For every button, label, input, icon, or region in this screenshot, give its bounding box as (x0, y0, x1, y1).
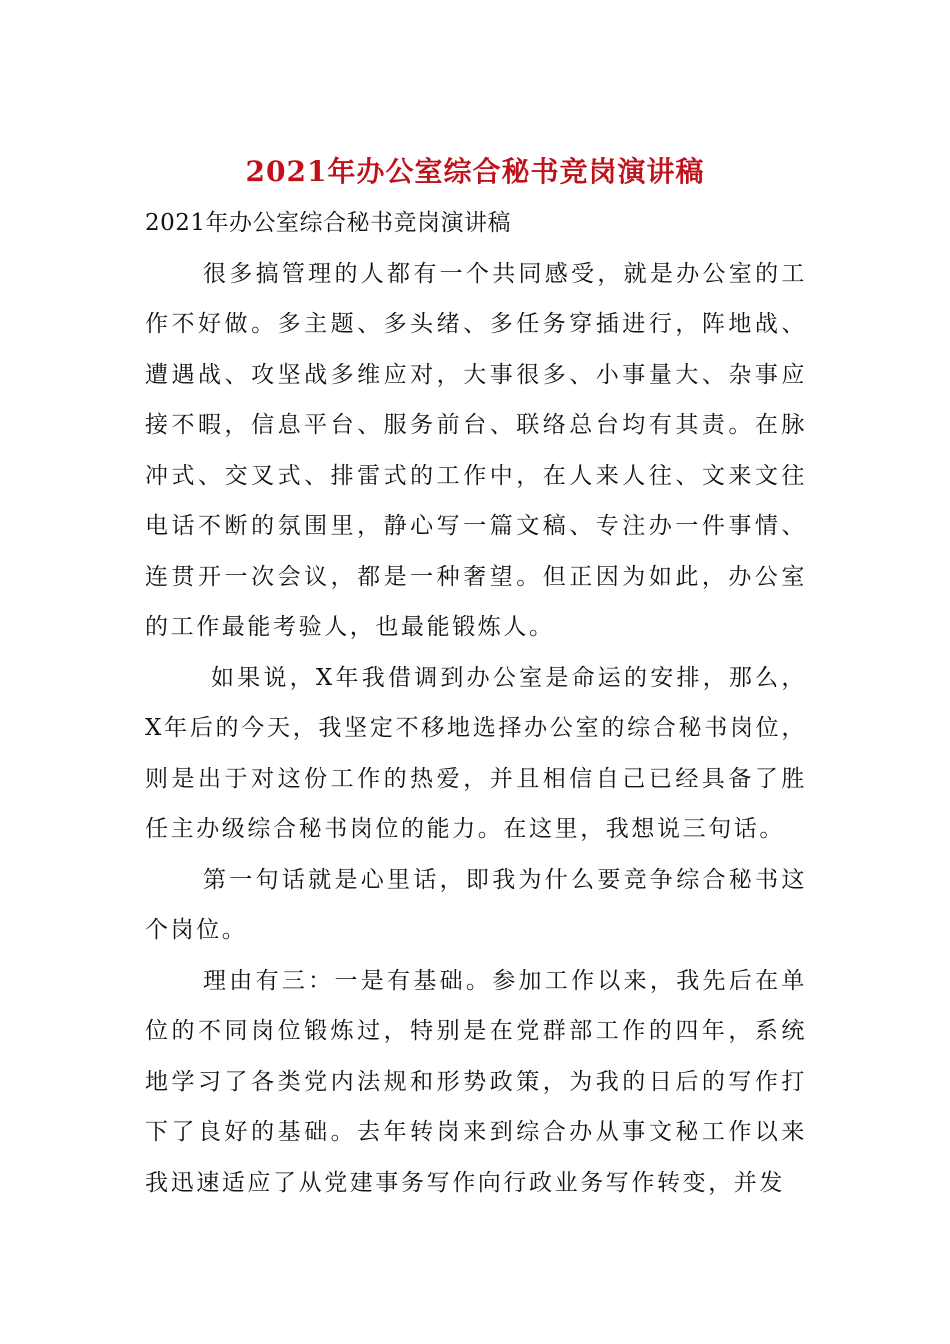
paragraph-4: 理由有三：一是有基础。参加工作以来，我先后在单位的不同岗位锻炼过，特别是在党群部工作的四年，系统地学习了各类党内法规和形势政策，为我的日后的写作打下了良好的基础。去年转岗来到综合办从事文秘工作以来我迅速适应了从党建事务写作向行政业务写作转变，并发 (145, 967, 807, 1196)
paragraph-1: 很多搞管理的人都有一个共同感受，就是办公室的工作不好做。多主题、多头绪、多任务穿插进行，阵地战、遭遇战、攻坚战多维应对，大事很多、小事量大、杂事应接不暇，信息平台、服务前台、联络总台均有其责。在脉冲式、交叉式、排雷式的工作中，在人来人往、文来文往电话不断的氛围里，静心写一篇文稿、专注办一件事情、连贯开一次会议，都是一种奢望。但正因为如此，办公室的工作最能考验人，也最能锻炼人。 (145, 260, 807, 640)
paragraph-2: 如果说，X年我借调到办公室是命运的安排，那么，X年后的今天，我坚定不移地选择办公室的综合秘书岗位，则是出于对这份工作的热爱，并且相信自己已经具备了胜任主办级综合秘书岗位的能力。在这里，我想说三句话。 (145, 664, 807, 842)
document-body (145, 198, 807, 1208)
document-subtitle: 2021年办公室综合秘书竞岗演讲稿 (145, 210, 512, 236)
paragraph-3: 第一句话就是心里话，即我为什么要竞争综合秘书这个岗位。 (145, 866, 807, 943)
document-title: 2021年办公室综合秘书竞岗演讲稿 (245, 155, 705, 188)
